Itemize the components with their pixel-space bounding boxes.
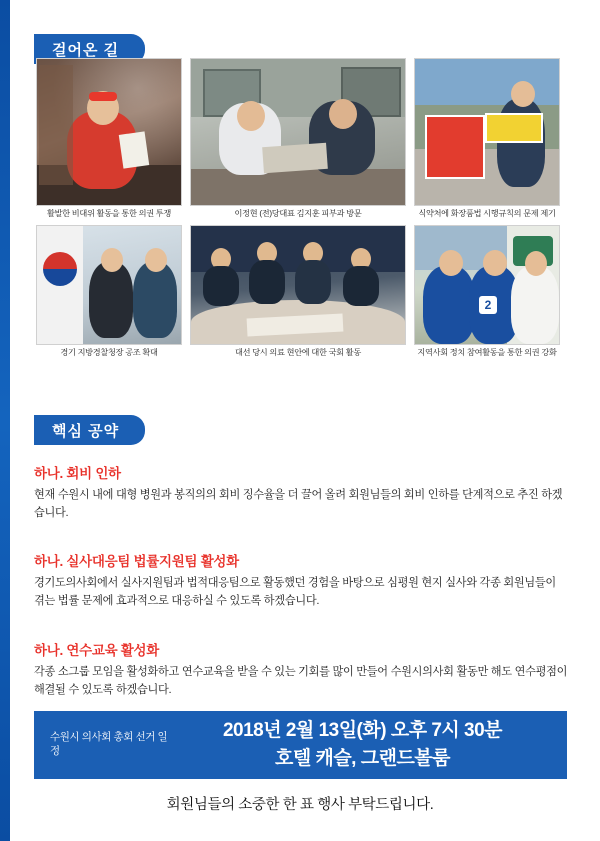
pledge-body: 경기도의사회에서 실사지원팀과 법적대응팀으로 활동했던 경험을 바탕으로 심평원 현지 실사와 각종 회원님들이 겪는 법률 문제에 효과적으로 대응하실 수 있도록 하겠습니다.	[34, 577, 556, 607]
photo-row	[36, 225, 566, 358]
closing-message: 회원님들의 소중한 한 표 행사 부탁드립니다.	[166, 797, 434, 813]
photo-grid	[36, 58, 566, 365]
photo-caption: 대선 당시 의료 현안에 대한 국회 활동	[235, 348, 361, 358]
photo-cell	[190, 58, 406, 219]
section-heading-history-label: 걸어온 길	[52, 41, 120, 59]
pledge-body: 각종 소그룹 모임을 활성화하고 연수교육을 받을 수 있는 기회를 많이 만들어 수원시의사회 활동만 해도 연수평점이 해결될 수 있도록 하겠습니다.	[34, 666, 568, 696]
banner-datetime: 2018년 2월 13일(화) 오후 7시 30분	[222, 720, 503, 742]
photo-cell	[414, 225, 560, 358]
photo-caption: 지역사회 정치 참여활동을 통한 의권 강화	[417, 348, 557, 358]
pledge-title: 하나. 연수교육 활성화	[34, 643, 160, 658]
photo-caption: 식약처에 화장품법 시행규칙의 문제 제기	[418, 209, 556, 218]
photo-cell	[36, 225, 182, 358]
banner-details	[168, 717, 567, 772]
pledge-title: 하나. 회비 인하	[34, 466, 121, 481]
pledge-item-2	[34, 550, 568, 611]
pledge-item-3	[34, 639, 568, 700]
pledge-body: 현재 수원시 내에 대형 병원과 봉직의의 회비 징수율을 더 끌어 올려 회원님들의 회비 인하를 단계적으로 추진 하겠습니다.	[34, 489, 563, 519]
photo-caption: 활발한 비대위 활동을 통한 의권 투쟁	[46, 209, 171, 218]
section-heading-pledges-label: 핵심 공약	[52, 422, 120, 440]
photo-cell	[414, 58, 560, 219]
photo-image-4	[36, 225, 182, 345]
photo-image-1	[36, 58, 182, 206]
section-heading-pledges	[34, 415, 145, 445]
photo-image-5	[190, 225, 406, 345]
photo-image-6: 2	[414, 225, 560, 345]
photo-row	[36, 58, 566, 219]
pledge-item-1	[34, 462, 568, 523]
photo-image-2	[190, 58, 406, 206]
banner-venue: 호텔 캐슬, 그랜드볼룸	[274, 748, 451, 769]
photo-caption: 경기 지방경찰청장 공조 확대	[60, 348, 158, 358]
pledge-title: 하나. 실사대응팀 법률지원팀 활성화	[34, 554, 239, 569]
photo-caption: 이정현 (전)당대표 김지훈 피부과 방문	[234, 209, 362, 218]
photo-cell	[36, 58, 182, 219]
photo-image-3	[414, 58, 560, 206]
left-accent-bar	[0, 0, 10, 841]
banner-label: 수원시 의사회 총회 선거 일정	[50, 731, 168, 757]
photo-cell	[190, 225, 406, 358]
election-schedule-banner	[34, 711, 567, 779]
